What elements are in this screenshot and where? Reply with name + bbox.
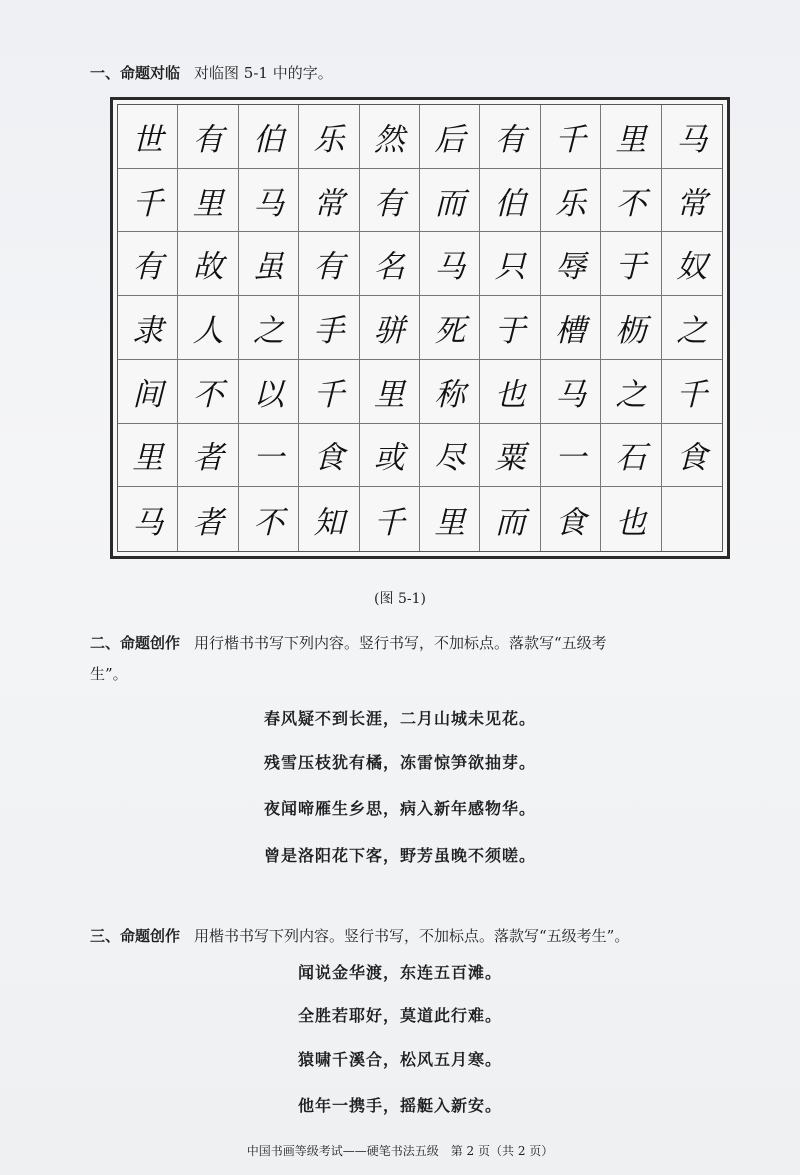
grid-cell: 有 xyxy=(178,105,238,169)
grid-cell: 里 xyxy=(118,424,178,488)
section2-heading: 二、命题创作 xyxy=(90,634,181,652)
grid-cell: 奴 xyxy=(662,232,722,296)
grid-cell: 之 xyxy=(601,360,661,424)
copy-grid-frame xyxy=(110,97,730,559)
grid-cell: 里 xyxy=(178,169,238,233)
grid-cell: 间 xyxy=(118,360,178,424)
grid-cell: 槽 xyxy=(541,296,601,360)
grid-cell: 乐 xyxy=(299,105,359,169)
grid-cell: 伯 xyxy=(480,169,540,233)
grid-cell: 有 xyxy=(480,105,540,169)
grid-cell: 称 xyxy=(420,360,480,424)
grid-cell xyxy=(662,487,722,551)
section2-poem-line: 春风疑不到长涯，二月山城未见花。 xyxy=(263,709,536,728)
grid-cell: 伯 xyxy=(239,105,299,169)
grid-cell: 而 xyxy=(420,169,480,233)
section1-header xyxy=(90,62,333,83)
grid-cell: 乐 xyxy=(541,169,601,233)
grid-cell: 石 xyxy=(601,424,661,488)
section2-header xyxy=(90,632,607,653)
grid-cell: 马 xyxy=(541,360,601,424)
figure-caption: (图 5-1) xyxy=(374,591,426,607)
section2-poem-line: 夜闻啼雁生乡思，病入新年感物华。 xyxy=(263,799,536,818)
grid-cell: 食 xyxy=(541,487,601,551)
grid-cell: 死 xyxy=(420,296,480,360)
grid-cell: 之 xyxy=(239,296,299,360)
grid-cell: 之 xyxy=(662,296,722,360)
section3-header xyxy=(90,925,629,946)
grid-cell: 知 xyxy=(299,487,359,551)
grid-cell: 虽 xyxy=(239,232,299,296)
grid-cell: 千 xyxy=(360,487,420,551)
section1-description: 对临图 5-1 中的字。 xyxy=(194,64,333,82)
section3-description: 用楷书书写下列内容。竖行书写，不加标点。落款写“五级考生”。 xyxy=(194,927,630,945)
grid-cell: 世 xyxy=(118,105,178,169)
grid-cell: 粟 xyxy=(480,424,540,488)
section3-heading: 三、命题创作 xyxy=(90,927,181,945)
grid-cell: 也 xyxy=(480,360,540,424)
grid-cell: 千 xyxy=(299,360,359,424)
grid-cell: 千 xyxy=(118,169,178,233)
grid-cell: 而 xyxy=(480,487,540,551)
grid-cell: 常 xyxy=(299,169,359,233)
grid-cell: 然 xyxy=(360,105,420,169)
grid-cell: 者 xyxy=(178,424,238,488)
grid-cell: 于 xyxy=(601,232,661,296)
grid-cell: 名 xyxy=(360,232,420,296)
section2-description-continued: 生”。 xyxy=(90,665,128,683)
grid-cell: 一 xyxy=(541,424,601,488)
grid-cell: 枥 xyxy=(601,296,661,360)
grid-cell: 马 xyxy=(239,169,299,233)
grid-cell: 骈 xyxy=(360,296,420,360)
grid-cell: 不 xyxy=(178,360,238,424)
section1-heading: 一、命题对临 xyxy=(90,64,181,82)
grid-cell: 千 xyxy=(662,360,722,424)
copy-grid xyxy=(117,104,723,552)
grid-cell: 有 xyxy=(299,232,359,296)
grid-cell: 有 xyxy=(118,232,178,296)
grid-cell: 辱 xyxy=(541,232,601,296)
grid-cell: 人 xyxy=(178,296,238,360)
grid-cell: 也 xyxy=(601,487,661,551)
grid-cell: 马 xyxy=(118,487,178,551)
grid-cell: 里 xyxy=(601,105,661,169)
page-footer: 中国书画等级考试——硬笔书法五级 第 2 页（共 2 页） xyxy=(246,1144,554,1158)
grid-cell: 不 xyxy=(239,487,299,551)
grid-cell: 食 xyxy=(662,424,722,488)
grid-cell: 马 xyxy=(420,232,480,296)
grid-cell: 食 xyxy=(299,424,359,488)
grid-cell: 马 xyxy=(662,105,722,169)
grid-cell: 尽 xyxy=(420,424,480,488)
grid-cell: 里 xyxy=(420,487,480,551)
section3-poem-line: 他年一携手，摇艇入新安。 xyxy=(297,1096,502,1115)
grid-cell: 只 xyxy=(480,232,540,296)
grid-cell: 者 xyxy=(178,487,238,551)
section2-description: 用行楷书书写下列内容。竖行书写，不加标点。落款写“五级考 xyxy=(194,634,607,652)
section3-poem-line: 猿啸千溪合，松风五月寒。 xyxy=(297,1050,502,1069)
grid-cell: 以 xyxy=(239,360,299,424)
grid-cell: 千 xyxy=(541,105,601,169)
grid-cell: 隶 xyxy=(118,296,178,360)
section2-poem-line: 曾是洛阳花下客，野芳虽晚不须嗟。 xyxy=(263,846,536,865)
grid-cell: 于 xyxy=(480,296,540,360)
section3-poem-line: 全胜若耶好，莫道此行难。 xyxy=(297,1006,502,1025)
grid-cell: 常 xyxy=(662,169,722,233)
grid-cell: 或 xyxy=(360,424,420,488)
grid-cell: 手 xyxy=(299,296,359,360)
grid-cell: 故 xyxy=(178,232,238,296)
grid-cell: 一 xyxy=(239,424,299,488)
grid-cell: 后 xyxy=(420,105,480,169)
section3-poem-line: 闻说金华渡，东连五百滩。 xyxy=(297,963,502,982)
grid-cell: 有 xyxy=(360,169,420,233)
grid-cell: 不 xyxy=(601,169,661,233)
section2-poem-line: 残雪压枝犹有橘，冻雷惊笋欲抽芽。 xyxy=(263,753,536,772)
grid-cell: 里 xyxy=(360,360,420,424)
